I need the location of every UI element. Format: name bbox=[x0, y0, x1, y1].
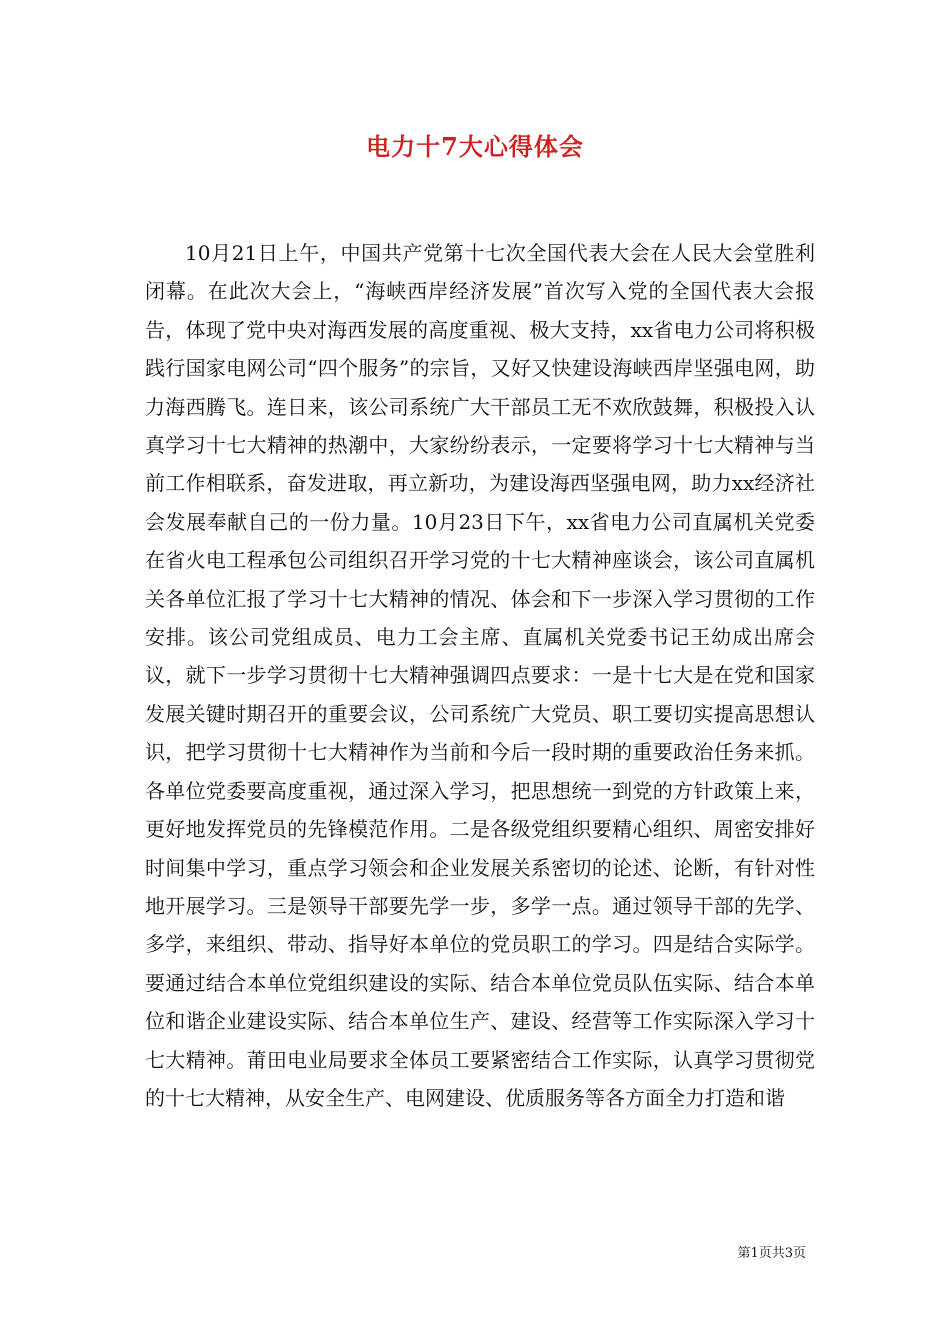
document-title: 电力十7大心得体会 bbox=[366, 132, 584, 161]
body-paragraph: 10月21日上午，中国共产党第十七次全国代表大会在人民大会堂胜利闭幕。在此次大会上，“海峡西岸经济发展”首次写入党的全国代表大会报告，体现了党中央对海西发展的高度重视、极大支持，xx省电力公司将积极践行国家电网公司“四个服务”的宗旨，又好又快建设海峡西岸坚强电网，助力海西腾飞。连日来，该公司系统广大干部员工无不欢欣鼓舞，积极投入认真学习十七大精神的热潮中，大家纷纷表示，一定要将学习十七大精神与当前工作相联系，奋发进取，再立新功，为建设海西坚强电网，助力xx经济社会发展奉献自己的一份力量。10月23日下午，xx省电力公司直属机关党委在省火电工程承包公司组织召开学习党的十七大精神座谈会，该公司直属机关各单位汇报了学习十七大精神的情况、体会和下一步深入学习贯彻的工作安排。该公司党组成员、电力工会主席、直属机关党委书记王幼成出席会议，就下一步学习贯彻十七大精神强调四点要求：一是十七大是在党和国家发展关键时期召开的重要会议，公司系统广大党员、职工要切实提高思想认识，把学习贯彻十七大精神作为当前和今后一段时期的重要政治任务来抓。各单位党委要高度重视，通过深入学习，把思想统一到党的方针政策上来，更好地发挥党员的先锋模范作用。二是各级党组织要精心组织、周密安排好时间集中学习，重点学习领会和企业发展关系密切的论述、论断，有针对性地开展学习。三是领导干部要先学一步，多学一点。通过领导干部的先学、多学，来组织、带动、指导好本单位的党员职工的学习。四是结合实际学。要通过结合本单位党组织建设的实际、结合本单位党员队伍实际、结合本单位和谐企业建设实际、结合本单位生产、建设、经营等工作实际深入学习十七大精神。莆田电业局要求全体员工要紧密结合工作实际，认真学习贯彻党的十七大精神，从安全生产、电网建设、优质服务等各方面全力打造和谐 bbox=[145, 241, 815, 1110]
page-number: 第1页共3页 bbox=[737, 1246, 806, 1261]
